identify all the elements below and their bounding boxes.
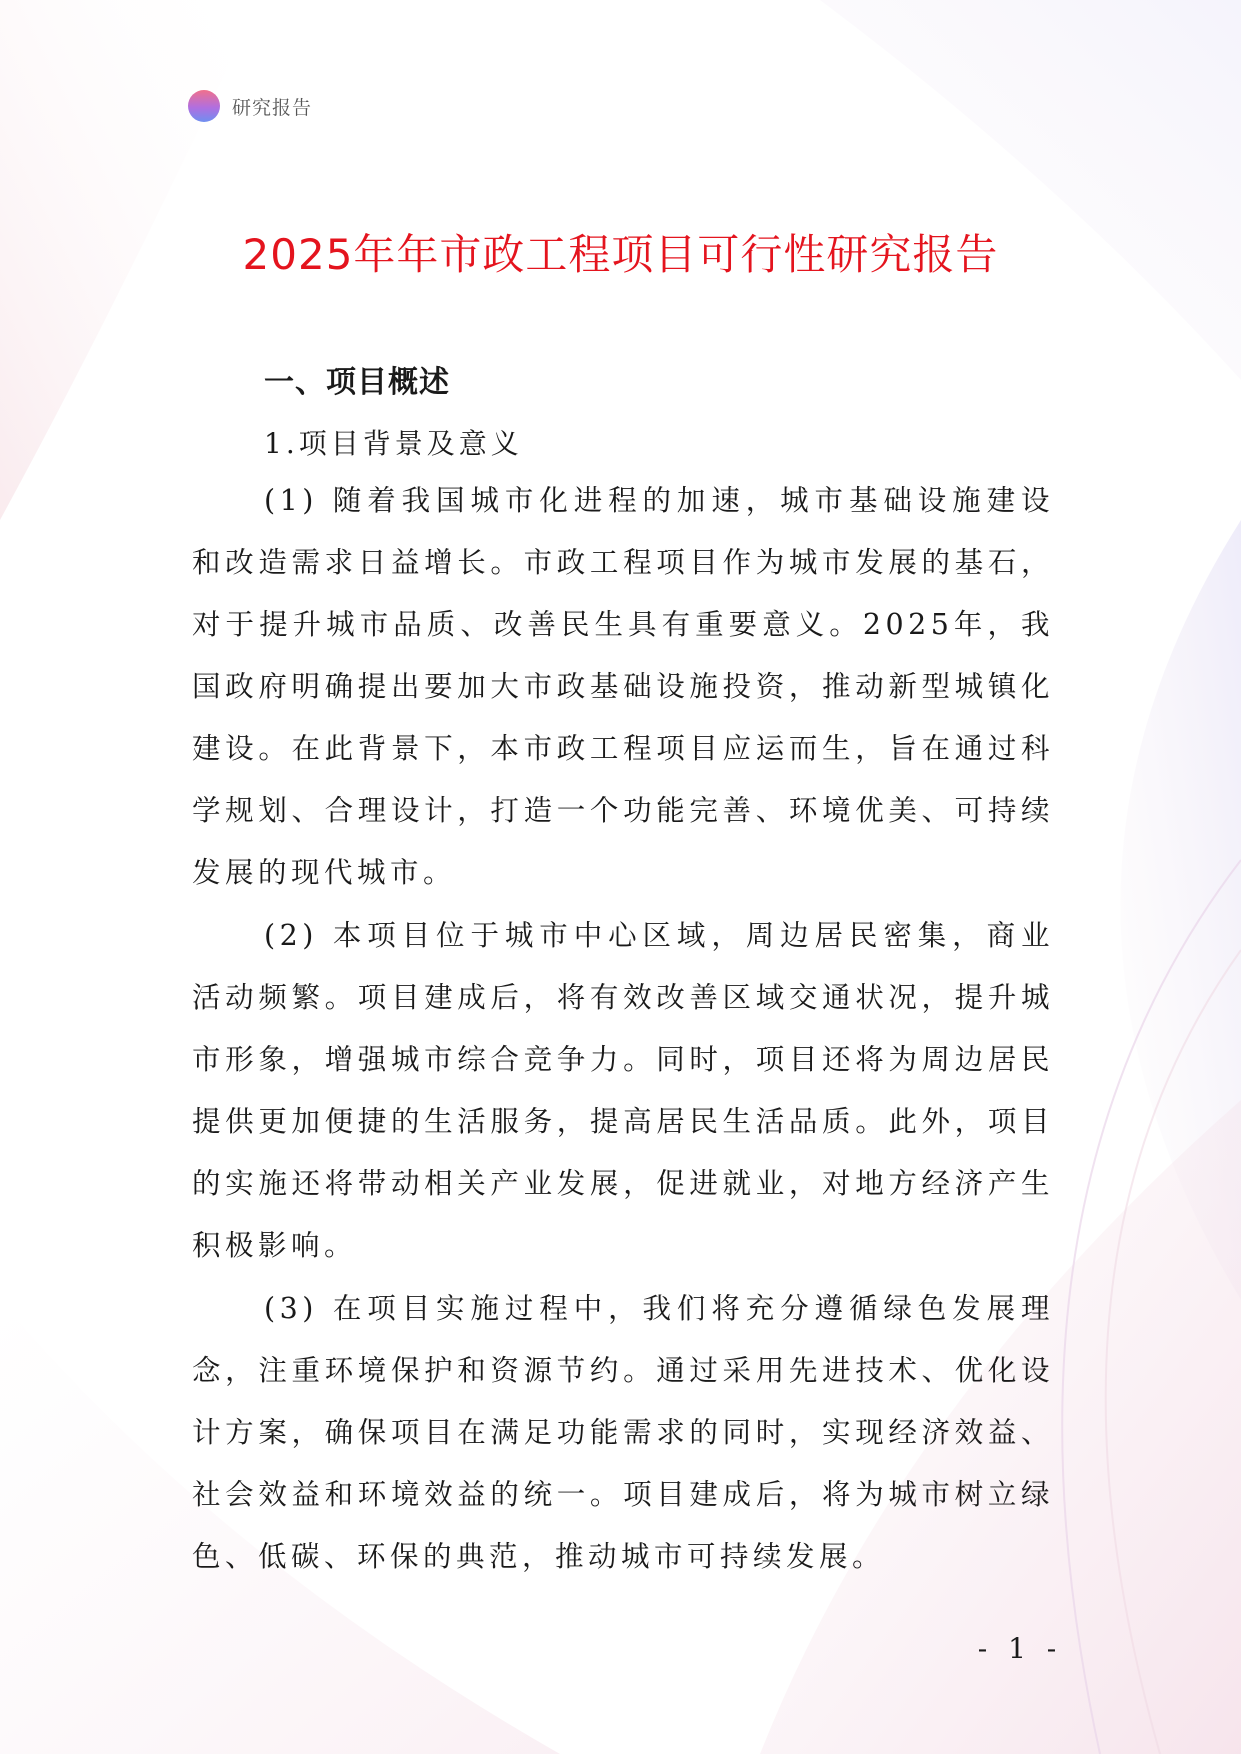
paragraph-1: (1) 随着我国城市化进程的加速，城市基础设施建设和改造需求日益增长。市政工程项目作为城市发展的基石，对于提升城市品质、改善民生具有重要意义。2025年，我国政府明确提出要加大市政基础设施投资，推动新型城镇化建设。在此背景下，本市政工程项目应运而生，旨在通过科学规划、合理设计，打造一个功能完善、环境优美、可持续发展的现代城市。	[192, 484, 1054, 889]
paragraph-3: (3) 在项目实施过程中，我们将充分遵循绿色发展理念，注重环境保护和资源节约。通过采用先进技术、优化设计方案，确保项目在满足功能需求的同时，实现经济效益、社会效益和环境效益的统一。项目建成后，将为城市树立绿色、低碳、环保的典范，推动城市可持续发展。	[192, 1292, 1054, 1573]
logo-circle-icon	[188, 90, 220, 122]
page-number: - 1 -	[977, 1632, 1063, 1665]
header-label: 研究报告	[232, 96, 313, 119]
subsection-heading: 1.项目背景及意义	[264, 427, 523, 460]
document-title: 2025年年市政工程项目可行性研究报告	[242, 230, 999, 279]
section-heading: 一、项目概述	[264, 365, 450, 400]
document-header	[188, 90, 312, 122]
paragraph-2: (2) 本项目位于城市中心区域，周边居民密集，商业活动频繁。项目建成后，将有效改善区域交通状况，提升城市形象，增强城市综合竞争力。同时，项目还将为周边居民提供更加便捷的生活服务，提高居民生活品质。此外，项目的实施还将带动相关产业发展，促进就业，对地方经济产生积极影响。	[192, 919, 1054, 1262]
